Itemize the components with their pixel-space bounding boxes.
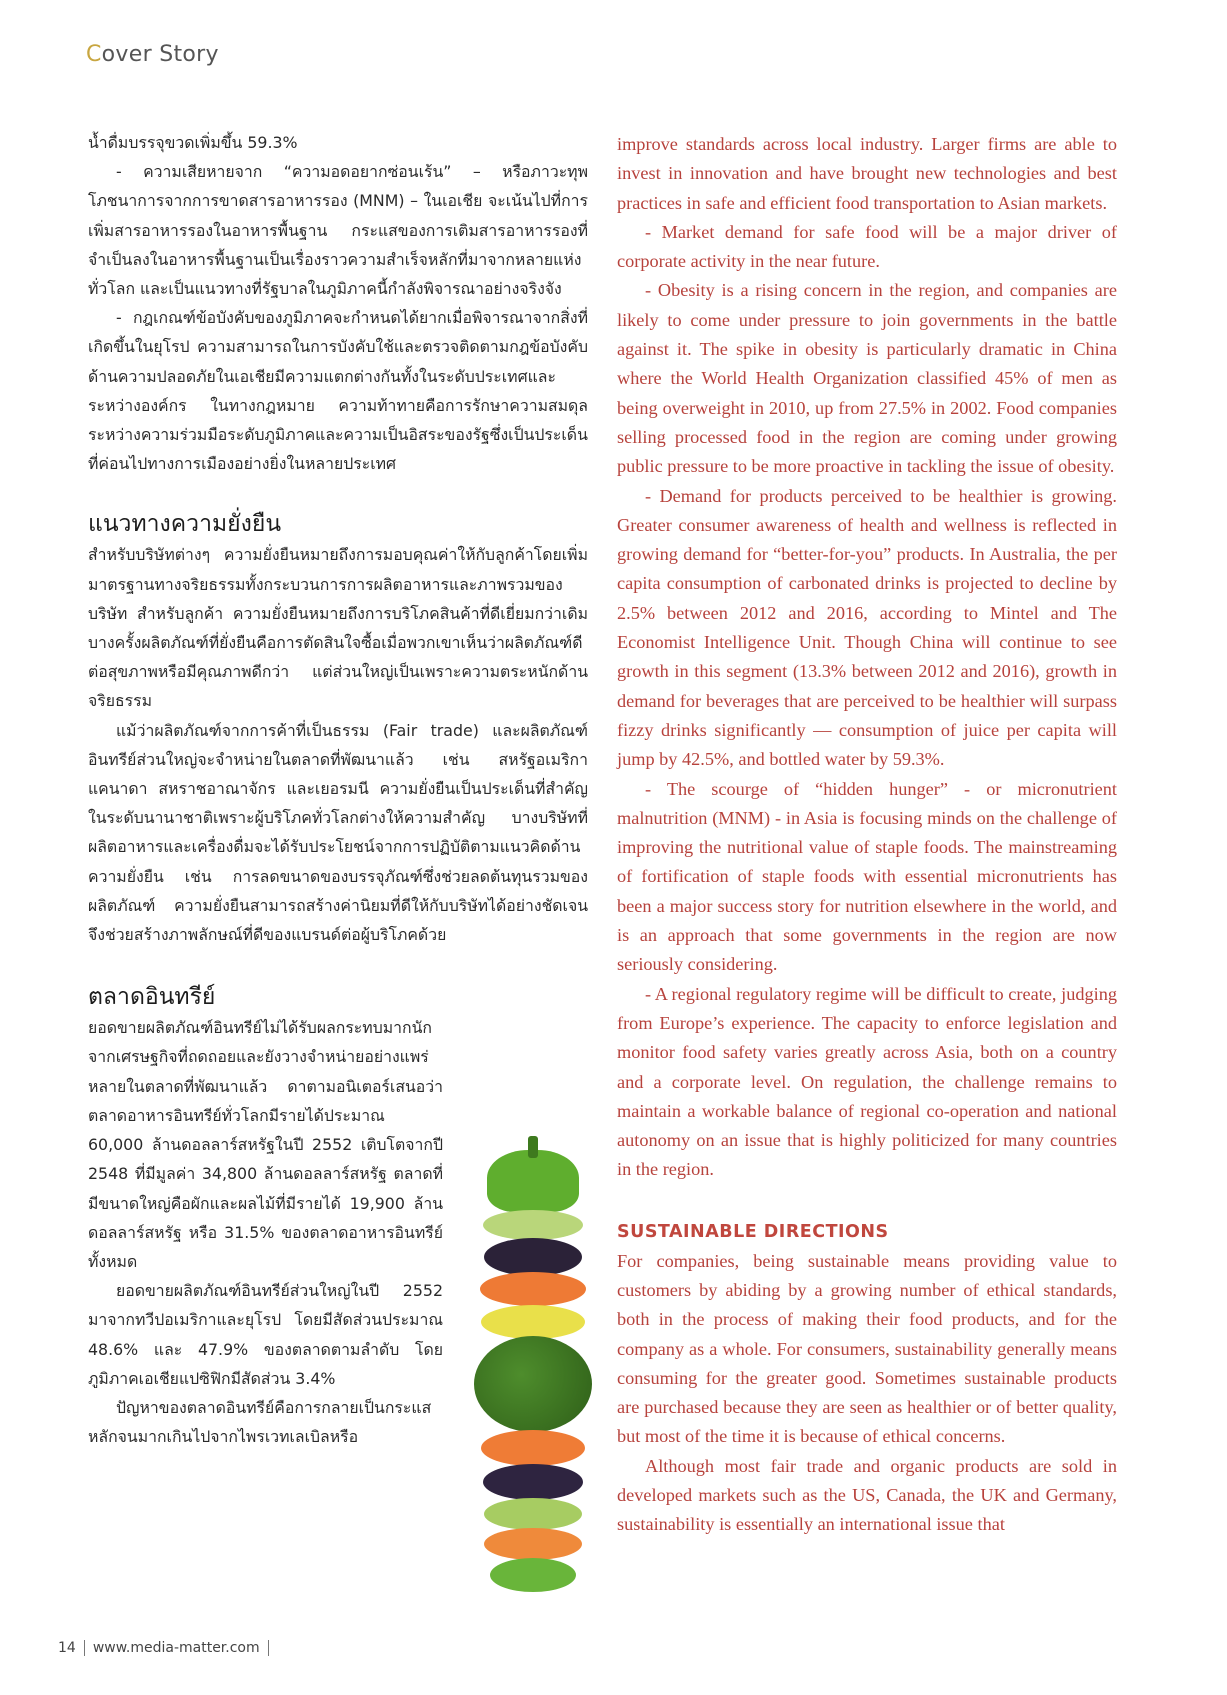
english-paragraph: - A regional regulatory regime will be difficult to create, judging from Europe’s experience. The capacity to enforce legislation and monitor food safety varies greatly across Asia, both on a country and a corporate level. On regulation, the challenge remains to maintain a workable balance of regional co-operation and national autonomy on an issue that is highly politicized for many countries in the region. [617, 983, 1117, 1180]
carrot-slice-shape [481, 1430, 585, 1466]
lemon-slice-shape [481, 1305, 585, 1339]
thai-paragraph: - กฎเกณฑ์ข้อบังคับของภูมิภาคจะกำหนดได้ยากเมื่อพิจารณาจากสิ่งที่เกิดขึ้นในยุโรป ความสามารถในการบังคับใช้และตรวจติดตามกฎข้อบังคับด้านความปลอดภัยในเอเชียมีความแตกต่างกันทั้งในระดับประเทศและระหว่างองค์กร ในทางกฎหมาย ความท้าทายคือการรักษาความสมดุลระหว่างความร่วมมือระดับภูมิภาคและความเป็นอิสระของรัฐซึ่งเป็นประเด็นที่ค่อนไปทางการเมืองอย่างยิ่งในหลายประเทศ [88, 308, 588, 474]
english-paragraph: For companies, being sustainable means providing value to customers by abiding by a growing number of ethical standards, both in the process of making their food products, and for the company as a whole. For consumers, sustainability generally means consuming for the greater good. Sometimes sustainable products are purchased because they are seen as healthier or of better quality, but most of the time it is because of ethical concerns. [617, 1250, 1117, 1447]
footer-divider [84, 1640, 85, 1656]
thai-paragraph: - ความเสียหายจาก “ความอดอยากซ่อนเร้น” – หรือภาวะทุพโภชนาการจากการขาดสารอาหารรอง (MNM) – ในเอเชีย จะเน้นไปที่การเพิ่มสารอาหารรองในอาหารพื้นฐาน กระแสของการเติมสารอาหารรองที่จำเป็นลงในอาหารพื้นฐานเป็นเรื่องราวความสำเร็จหลักที่มาจากหลายแห่งทั่วโลก และเป็นแนวทางที่รัฐบาลในภูมิภาคนี้กำลังพิจารณาอย่างจริงจัง [88, 162, 588, 299]
zucchini-slice-shape [484, 1498, 582, 1530]
thai-paragraph: แม้ว่าผลิตภัณฑ์จากการค้าที่เป็นธรรม (Fair trade) และผลิตภัณฑ์อินทรีย์ส่วนใหญ่จะจำหน่ายในตลาดที่พัฒนาแล้ว เช่น สหรัฐอเมริกา แคนาดา สหราชอาณาจักร และเยอรมนี ความยั่งยืนเป็นประเด็นที่สำคัญในระดับนานาชาติเพราะผู้บริโภคทั่วโลกต่างให้ความสำคัญ บางบริษัทที่ผลิตอาหารและเครื่องดื่มจะได้รับประโยชน์จากการปฏิบัติตามแนวคิดด้านความยั่งยืน เช่น การลดขนาดของบรรจุภัณฑ์ซึ่งช่วยลดต้นทุนรวมของผลิตภัณฑ์ ความยั่งยืนสามารถสร้างค่านิยมที่ดีให้กับบริษัทได้อย่างชัดเจน จึงช่วยสร้างภาพลักษณ์ที่ดีของแบรนด์ต่อผู้บริโภคด้วย [88, 720, 588, 945]
thai-paragraph: ยอดขายผลิตภัณฑ์อินทรีย์ไม่ได้รับผลกระทบมากนักจากเศรษฐกิจที่ถดถอยและยังวางจำหน่ายอย่างแพร่หลายในตลาดที่พัฒนาแล้ว ดาตามอนิเตอร์เสนอว่าตลาดอาหารอินทรีย์ทั่วโลกมีรายได้ประมาณ 60,000 ล้านดอลลาร์สหรัฐในปี 2552 เติบโตจากปี 2548 ที่มีมูลค่า 34,800 ล้านดอลลาร์สหรัฐ ตลาดที่มีขนาดใหญ่คือผักและผลไม้ที่มีรายได้ 19,900 ล้านดอลลาร์สหรัฐ หรือ 31.5% ของตลาดอาหารอินทรีย์ทั้งหมด [88, 1018, 443, 1271]
english-paragraph: - Market demand for safe food will be a major driver of corporate activity in the near future. [617, 221, 1117, 272]
page-footer [58, 1640, 277, 1656]
footer-divider [268, 1640, 269, 1656]
zucchini-slice-shape [483, 1210, 583, 1240]
section-heading-sustainable-directions: SUSTAINABLE DIRECTIONS [617, 1221, 889, 1242]
english-paragraph: - Demand for products perceived to be healthier is growing. Greater consumer awareness of health and wellness is reflected in growing demand for “better-for-you” products. In Australia, the per capita consumption of carbonated drinks is projected to decline by 2.5% between 2012 and 2016, according to Mintel and The Economist Intelligence Unit. Though China will continue to see growth in this segment (13.3% between 2012 and 2016), growth in demand for beverages that are perceived to be healthier will surpass fizzy drinks significantly — consumption of juice per capita will jump by 42.5%, and bottled water by 59.3%. [617, 485, 1117, 770]
thai-paragraph: ปัญหาของตลาดอินทรีย์คือการกลายเป็นกระแสหลักจนมากเกินไปจากไพรเวทเลเบิลหรือ [88, 1397, 432, 1447]
english-paragraph: - The scourge of “hidden hunger” - or micronutrient malnutrition (MNM) - in Asia is focusing minds on the challenge of improving the nutritional value of staple foods. The mainstreaming of fortification of staple foods with essential micronutrients has been a major success story for nutrition elsewhere in the world, and is an approach that some governments in the region are now seriously considering. [617, 778, 1117, 975]
page-number: 14 [58, 1640, 76, 1656]
section-header-initial: C [86, 42, 102, 67]
section-header-text: over Story [101, 42, 219, 67]
broccoli-shape [474, 1336, 592, 1432]
thai-paragraph: ยอดขายผลิตภัณฑ์อินทรีย์ส่วนใหญ่ในปี 2552 มาจากทวีปอเมริกาและยุโรป โดยมีสัดส่วนประมาณ 48.6% และ 47.9% ของตลาดตามลำดับ โดยภูมิภาคเอเชียแปซิฟิกมีสัดส่วน 3.4% [88, 1281, 443, 1388]
carrot-slice-shape [480, 1272, 586, 1306]
english-article-column [617, 130, 1117, 1540]
thai-organic-text-block [88, 1013, 443, 1451]
english-paragraph: improve standards across local industry. Larger firms are able to invest in innovation and have brought new technologies and best practices in safe and efficient food transportation to Asian markets. [617, 134, 1117, 213]
thai-paragraph: น้ำดื่มบรรจุขวดเพิ่มขึ้น 59.3% [88, 133, 298, 152]
eggplant-slice-shape [484, 1238, 582, 1276]
english-paragraph: - Obesity is a rising concern in the region, and companies are likely to come under pressure to join governments in the battle against it. The spike in obesity is particularly dramatic in China where the World Health Organization classified 45% of men as being overweight in 2010, up from 27.5% in 2002. Food companies selling processed food in the region are coming under growing public pressure to be more proactive in tackling the issue of obesity. [617, 280, 1117, 477]
english-paragraph: Although most fair trade and organic products are sold in developed markets such as the US, Canada, the UK and Germany, sustainability is essentially an international issue that [617, 1455, 1117, 1535]
pepper-slice-shape [487, 1150, 579, 1212]
eggplant-slice-shape [483, 1464, 583, 1500]
thai-section-heading-organic-market: ตลาดอินทรีย์ [88, 984, 216, 1011]
pepper-slice-shape [490, 1558, 576, 1592]
thai-paragraph: สำหรับบริษัทต่างๆ ความยั่งยืนหมายถึงการมอบคุณค่าให้กับลูกค้าโดยเพิ่มมาตรฐานทางจริยธรรมทั้งกระบวนการการผลิตอาหารและภาพรวมของบริษัท สำหรับลูกค้า ความยั่งยืนหมายถึงการบริโภคสินค้าที่ดีเยี่ยมกว่าเดิม บางครั้งผลิตภัณฑ์ที่ยั่งยืนคือการตัดสินใจซื้อเมื่อพวกเขาเห็นว่าผลิตภัณฑ์ดีต่อสุขภาพหรือมีคุณภาพดีกว่า แต่ส่วนใหญ่เป็นเพราะความตระหนักด้านจริยธรรม [88, 545, 588, 711]
website-url: www.media-matter.com [92, 1640, 260, 1656]
stem-shape [528, 1136, 538, 1158]
section-header [86, 42, 219, 67]
carrot-slice-shape [484, 1528, 582, 1560]
vegetable-stack-illustration [468, 1140, 598, 1600]
thai-section-heading-sustainability: แนวทางความยั่งยืน [88, 511, 282, 538]
